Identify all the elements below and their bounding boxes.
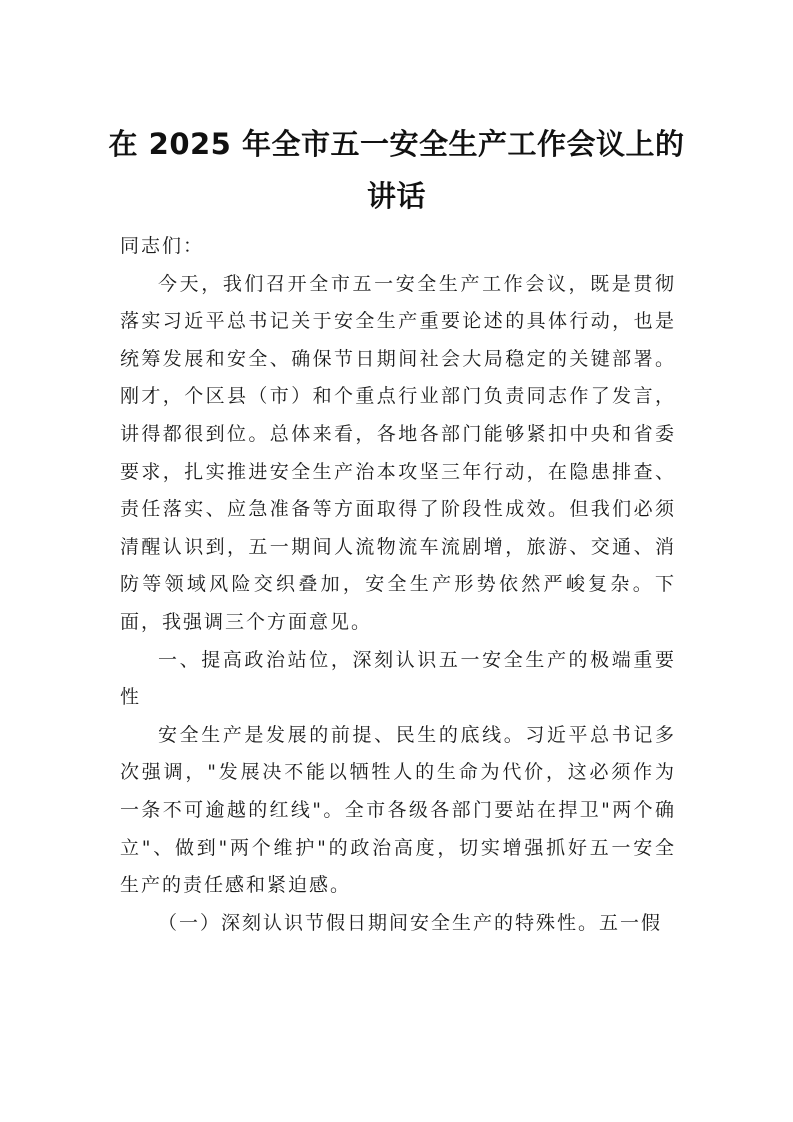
document-title: 在 2025 年全市五一安全生产工作会议上的讲话 <box>108 127 685 213</box>
subsection-heading-1: （一）深刻认识节假日期间安全生产的特殊性。五一假 <box>158 911 663 934</box>
paragraph-intro: 今天，我们召开全市五一安全生产工作会议，既是贯彻落实习近平总书记关于安全生产重要论述的具体行动，也是统筹发展和安全、确保节日期间社会大局稳定的关键部署。刚才，个区县（市）和个重点行业部门负责同志作了发言，讲得都很到位。总体来看，各地各部门能够紧扣中央和省委要求，扎实推进安全生产治本攻坚三年行动，在隐患排查、责任落实、应急准备等方面取得了阶段性成效。但我们必须清醒认识到，五一期间人流物流车流剧增，旅游、交通、消防等领域风险交织叠加，安全生产形势依然严峻复杂。下面，我强调三个方面意见。 <box>120 272 676 633</box>
paragraph-section-1: 安全生产是发展的前提、民生的底线。习近平总书记多次强调，"发展决不能以牺牲人的生命为代价，这必须作为一条不可逾越的红线"。全市各级各部门要站在捍卫"两个确立"、做到"两个维护"的政治高度，切实增强抓好五一安全生产的责任感和紧迫感。 <box>120 723 676 897</box>
section-heading-1: 一、提高政治站位，深刻认识五一安全生产的极端重要性 <box>120 648 676 709</box>
salutation: 同志们： <box>120 235 205 257</box>
document-body <box>120 228 676 942</box>
